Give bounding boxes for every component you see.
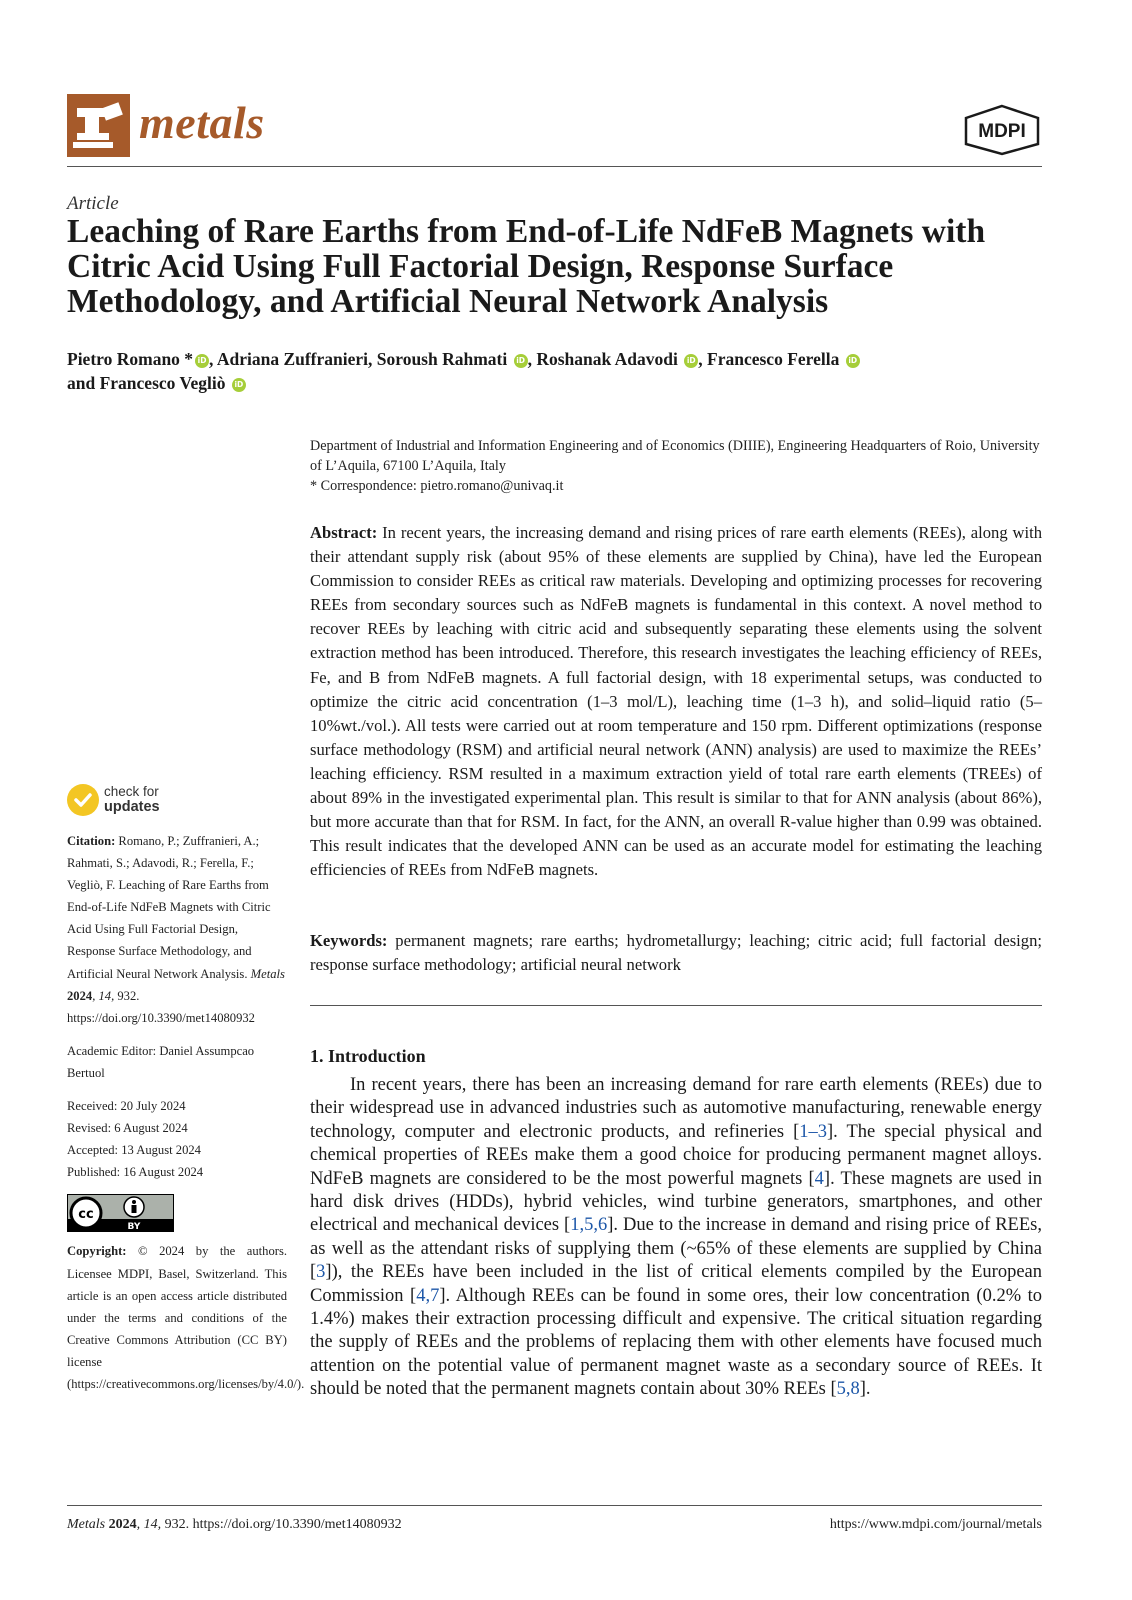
journal-header	[67, 94, 1042, 166]
checkmark-icon	[67, 784, 99, 816]
check-for-updates-button[interactable]	[67, 784, 287, 822]
editor-block	[67, 1040, 287, 1084]
footer-journal: Metals	[67, 1517, 106, 1532]
cc-by-label: BY	[127, 1222, 141, 1232]
footer-volume: , 14,	[136, 1517, 162, 1532]
svg-text:cc: cc	[78, 1207, 94, 1223]
academic-editor: Academic Editor: Daniel Assumpcao Bertuol	[67, 1043, 255, 1080]
copyright-block	[67, 1240, 305, 1395]
citation-link[interactable]: 1–3	[799, 1121, 827, 1142]
orcid-icon[interactable]: iD	[514, 354, 528, 368]
date-revised: Revised: 6 August 2024	[67, 1121, 188, 1136]
keywords-label: Keywords:	[310, 931, 388, 950]
intro-text: ]), the REEs have been included in the list of critical elements compiled by the European Commission [	[310, 1262, 1042, 1306]
affiliation-block	[310, 436, 1042, 496]
citation-text: Romano, P.; Zuffranieri, A.; Rahmati, S.; Adavodi, R.; Ferella, F.; Vegliò, F. Leaching of Rare Earths from End-of-Life NdFeB Magnets with Citric Acid Using Full Factorial Design, Response Surface Methodology, and Artificial Neural Network Analysis.	[67, 834, 271, 981]
footer-divider	[67, 1505, 1042, 1506]
copyright-label: Copyright:	[67, 1244, 127, 1259]
copyright-text: © 2024 by the authors. Licensee MDPI, Basel, Switzerland. This article is an open access article distributed under the terms and conditions of the Creative Commons Attribution (CC BY) license (https://creativecommons.org/licenses/by/4.0/).	[67, 1244, 305, 1391]
orcid-icon[interactable]: iD	[846, 354, 860, 368]
citation-year: 2024	[67, 988, 93, 1003]
citation-link[interactable]: 4,7	[416, 1285, 440, 1306]
mdpi-logo-text: MDPI	[978, 121, 1026, 142]
orcid-icon[interactable]: iD	[195, 354, 209, 368]
journal-logo-icon	[67, 94, 130, 157]
citation-link[interactable]: 4	[814, 1168, 824, 1189]
cc-by-license-icon[interactable]	[67, 1194, 174, 1232]
sidebar	[67, 784, 305, 1406]
citation-volume: , 14,	[92, 988, 115, 1003]
citation-journal: Metals	[250, 966, 285, 981]
intro-text: ]. Although REEs can be found in some ores, their low concentration (0.2% to 1.4%) makes their extraction processing difficult and expensive. The critical situation regarding the supply of REEs and the problems of replacing them with other elements have focused much attention on the potential value of permanent magnet waste as a secondary source of REEs. It should be noted that the permanent magnets contain about 30% REEs [	[310, 1285, 1042, 1400]
article-type: Article	[67, 193, 119, 214]
intro-text: ]. These magnets are used in hard disk drives (HDDs), hybrid vehicles, wind turbine generators, smartphones, and other electrical and mechanical devices [	[310, 1168, 1042, 1236]
footer-citation	[67, 1517, 402, 1533]
intro-text: ]. Due to the increase in demand and rising price of REEs, as well as the attendant risks of supplying them (~65% of these elements are supplied by China [	[310, 1215, 1042, 1283]
header-divider	[67, 166, 1042, 167]
check-line-1: check for	[104, 784, 159, 799]
intro-text: ]. The special physical and chemical properties of REEs make them a good choice for producing permanent magnet alloys. NdFeB magnets are considered to be the most powerful magnets [	[310, 1121, 1042, 1189]
keywords	[310, 929, 1042, 977]
author-ferella: , Francesco Ferella	[698, 349, 844, 369]
section-heading-introduction: 1. Introduction	[310, 1046, 426, 1066]
check-for-updates-label	[104, 784, 160, 815]
footer-year: 2024	[105, 1517, 137, 1532]
footer-doi[interactable]: 932. https://doi.org/10.3390/met14080932	[161, 1517, 402, 1532]
affiliation: Department of Industrial and Information Engineering and of Economics (DIIIE), Engineering Headquarters of Roio, University of L’Aquila, 67100 L’Aquila, Italy	[310, 438, 1040, 474]
citation-link[interactable]: 1,5,6	[570, 1215, 608, 1236]
journal-name: metals	[139, 97, 265, 148]
intro-text: ].	[859, 1379, 871, 1400]
mdpi-logo-icon	[962, 104, 1042, 156]
author-list-part: , Adriana Zuffranieri, Soroush Rahmati	[209, 349, 512, 369]
citation-link[interactable]: 5,8	[836, 1379, 860, 1400]
author-romano: Pietro Romano *	[67, 349, 194, 369]
abstract-divider	[310, 1005, 1042, 1006]
abstract-text: In recent years, the increasing demand and rising prices of rare earth elements (REEs), along with their attendant supply risk (about 95% of these elements are supplied by China), have led the European Commission to consider REEs as critical raw materials. Developing and optimizing processes for recovering REEs from secondary sources such as NdFeB magnets is fundamental in this context. A novel method to recover REEs by leaching with citric acid and subsequently separating these elements using the solvent extraction method has been introduced. Therefore, this research investigates the leaching efficiency of REEs, Fe, and B from NdFeB magnets. A full factorial design, with 18 experimental setups, was conducted to optimize the citric acid concentration (1–3 mol/L), leaching time (1–3 h), and solid–liquid ratio (5–10%wt./vol.). All tests were carried out at room temperature and 150 rpm. Different optimizations (response surface methodology (RSM) and artificial neural network (ANN) analysis) are used to maximize the REEs’ leaching efficiency. RSM resulted in a maximum extraction yield of total rare earth elements (TREEs) of about 89% in the investigated experimental plan. This result is similar to that for ANN analysis (about 86%), but more accurate than that for RSM. In fact, for the ANN, an overall R-value higher than 0.99 was obtained. This result indicates that the developed ANN can be used as an accurate model for estimating the leaching efficiencies of REEs from NdFeB magnets.	[310, 523, 1042, 880]
check-line-2: updates	[104, 799, 160, 815]
citation-label: Citation:	[67, 834, 116, 848]
orcid-icon[interactable]: iD	[684, 354, 698, 368]
citation-doi[interactable]: 932. https://doi.org/10.3390/met14080932	[67, 988, 255, 1025]
citation-block	[67, 830, 287, 1029]
date-accepted: Accepted: 13 August 2024	[67, 1143, 201, 1158]
author-veglio: and Francesco Vegliò	[67, 373, 230, 393]
keywords-text: permanent magnets; rare earths; hydrometallurgy; leaching; citric acid; full factorial design; response surface methodology; artificial neural network	[310, 931, 1042, 975]
date-received: Received: 20 July 2024	[67, 1099, 186, 1114]
abstract-label: Abstract:	[310, 523, 378, 542]
date-published: Published: 16 August 2024	[67, 1165, 204, 1180]
abstract	[310, 521, 1042, 882]
correspondence: * Correspondence: pietro.romano@univaq.it	[310, 478, 564, 494]
introduction-paragraph	[310, 1074, 1042, 1402]
article-title: Leaching of Rare Earths from End-of-Life NdFeB Magnets with Citric Acid Using Full Factorial Design, Response Surface Methodology, and Artificial Neural Network Analysis	[67, 213, 986, 320]
footer-journal-url[interactable]: https://www.mdpi.com/journal/metals	[829, 1517, 1042, 1532]
citation-link[interactable]: 3	[316, 1262, 326, 1283]
dates-block	[67, 1095, 287, 1183]
author-adavodi: , Roshanak Adavodi	[527, 349, 683, 369]
orcid-icon[interactable]: iD	[232, 378, 246, 392]
author-list	[67, 347, 1042, 395]
intro-text: In recent years, there has been an increasing demand for rare earth elements (REEs) due to their widespread use in advanced industries such as automotive manufacturing, renewable energy technology, computer and electronic products, and refineries [	[310, 1075, 1042, 1142]
